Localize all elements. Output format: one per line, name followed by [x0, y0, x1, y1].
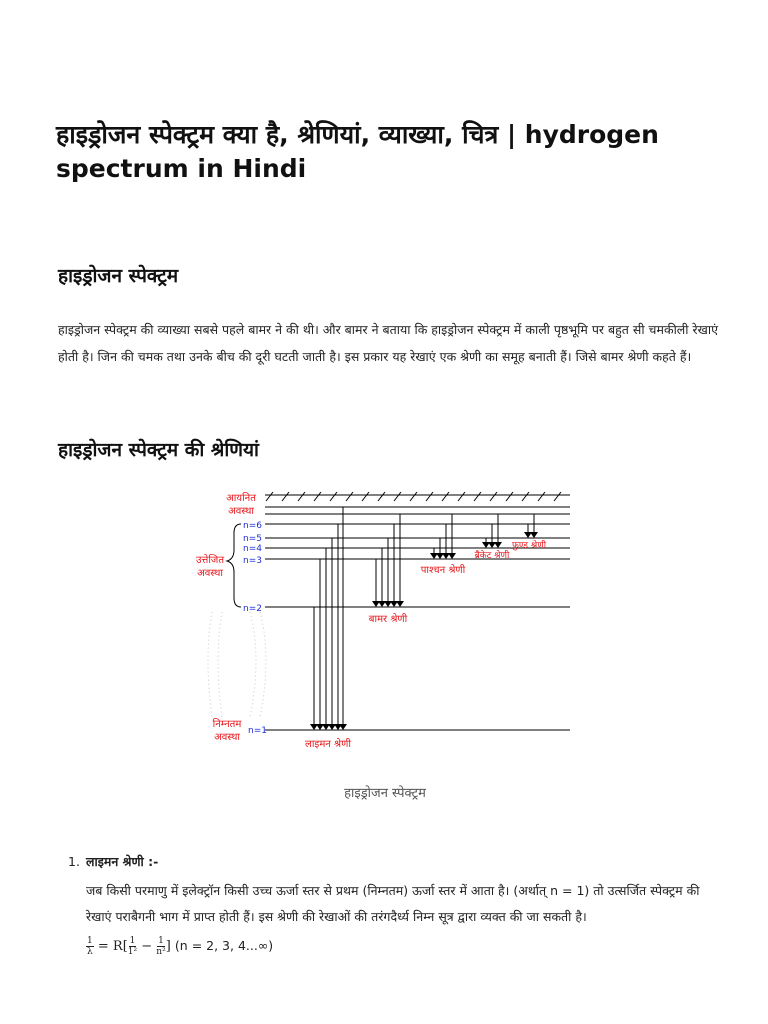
list-item-heading [68, 852, 728, 872]
page-title: हाइड्रोजन स्पेक्ट्रम क्या है, श्रेणियां, व्याख्या, चित्र | hydrogen spectrum in Hindi [56, 120, 659, 183]
level-label-n1: n=1 [248, 726, 267, 736]
series-list [68, 852, 728, 959]
paschen-series-label: पाश्चन श्रेणी [420, 565, 466, 576]
level-label-n2: n=2 [243, 604, 262, 614]
balmer-series-label: बामर श्रेणी [368, 614, 408, 625]
formula-first-fraction: $\frac{1}{\text{1²}}$ [127, 936, 138, 957]
balmer-arrowheads [372, 601, 404, 607]
paschen-transitions [434, 514, 452, 553]
formula-minus: − [141, 939, 153, 954]
formula-lhs-fraction: $\frac{1}{\lambda}$ [87, 936, 93, 957]
section-heading-spectrum: हाइड्रोजन स्पेक्ट्रम [58, 265, 179, 287]
pfund-arrowheads [524, 532, 538, 538]
level-label-n3: n=3 [243, 556, 262, 566]
lyman-description: जब किसी परमाणु में इलेक्ट्रॉन किसी उच्च ऊर्जा स्तर से प्रथम (निम्नतम) ऊर्जा स्तर में आता है। (अर्थात् n = 1) तो उत्सर्जित स्पेक्ट्रम की रेखाएं पराबैगनी भाग में प्राप्त होती हैं। इस श्रेणी की रेखाओं की तरंगदैर्ध्य निम्न सूत्र द्वारा व्यक्त की जा सकती है। [86, 883, 700, 924]
lyman-series-label: लाइमन श्रेणी [305, 739, 351, 750]
hydrogen-spectrum-diagram [190, 487, 580, 757]
list-item-number: 1. [68, 854, 80, 869]
pfund-series-label: फुण्ड श्रेणी [511, 541, 547, 551]
formula-close-bracket: ] [165, 939, 171, 954]
lyman-transitions [314, 507, 343, 724]
brackett-arrowheads [482, 542, 502, 548]
lyman-heading: लाइमन श्रेणी :- [86, 854, 159, 869]
excited-state-label: उत्तेजित अवस्था [195, 555, 225, 579]
section-heading-series: हाइड्रोजन स्पेक्ट्रम की श्रेणियां [58, 439, 259, 461]
level-label-n6: n=6 [243, 521, 262, 531]
rydberg-formula [86, 934, 728, 959]
ground-state-label: निम्नतम अवस्था [212, 719, 242, 743]
lyman-arrowheads [310, 724, 347, 730]
formula-equals-r: = R[ [97, 939, 128, 954]
excited-state-brace [227, 524, 241, 607]
intro-paragraph: हाइड्रोजन स्पेक्ट्रम की व्याख्या सबसे पहले बामर ने की थी। और बामर ने बताया कि हाइड्रोजन स्पेक्ट्रम में काली पृष्ठभूमि पर बहुत सी चमकीली रेखाएं होती है। जिन की चमक तथा उनके बीच की दूरी घटती जाती है। इस प्रकार यह रेखाएं एक श्रेणी का समूह बनाती हैं। जिसे बामर श्रेणी कहते हैं। [58, 322, 718, 364]
paschen-arrowheads [430, 553, 456, 559]
formula-second-fraction: $\frac{1}{\text{n²}}$ [156, 936, 166, 957]
pfund-transitions [528, 514, 534, 532]
dotted-orbit-lines [208, 612, 266, 717]
level-label-n4: n=4 [243, 544, 262, 554]
ionized-state-label: आयनित अवस्था [226, 493, 256, 517]
balmer-transitions [376, 514, 400, 601]
level-label-n5: n=5 [243, 534, 262, 544]
formula-condition: (n = 2, 3, 4...∞) [174, 938, 274, 953]
ionization-hatch [265, 492, 570, 501]
diagram-caption: हाइड्रोजन स्पेक्ट्रम [344, 786, 426, 801]
brackett-series-label: ब्रैकेट श्रेणी [474, 551, 510, 561]
